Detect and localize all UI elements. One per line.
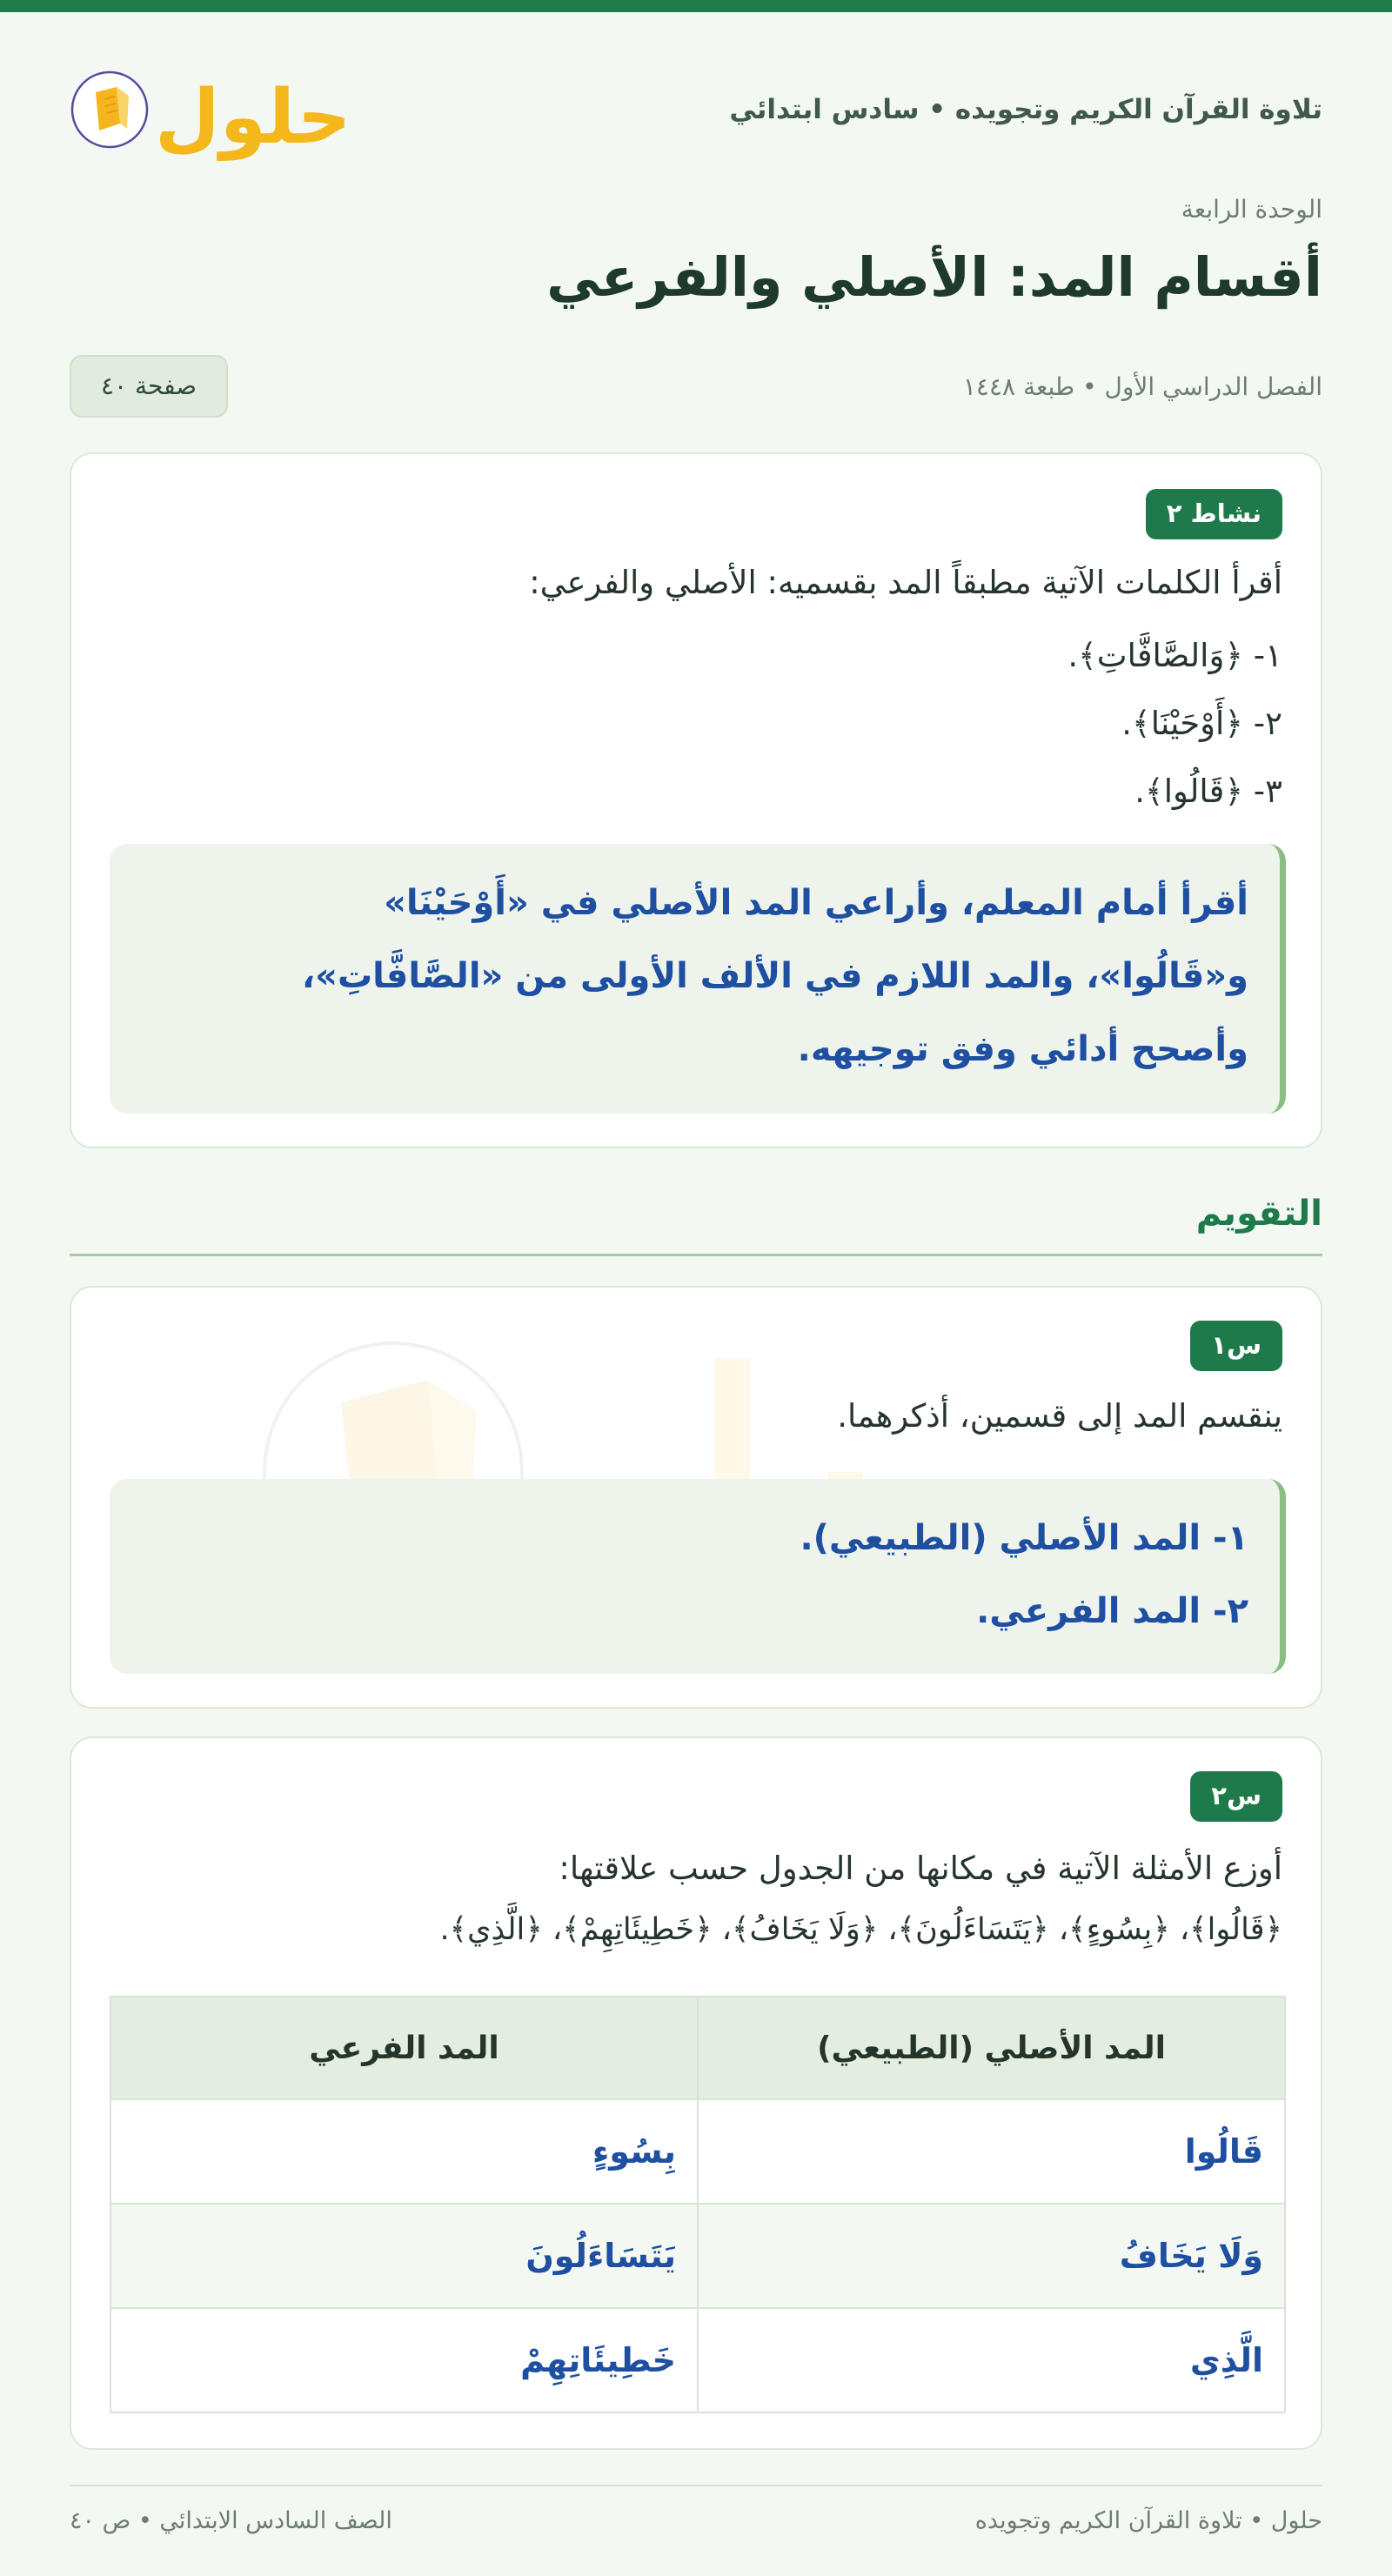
page-header [70, 57, 1322, 162]
table-row [110, 2099, 1285, 2204]
activity-card [70, 452, 1322, 1148]
activity-prompt: أقرأ الكلمات الآتية مطبقاً المد بقسميه: الأصلي والفرعي: [529, 564, 1282, 601]
activity-answer-box [110, 844, 1286, 1114]
page-footer [70, 2507, 1322, 2534]
question-2-card [70, 1736, 1322, 2450]
table-cell: قَالُوا [698, 2099, 1285, 2204]
question-2-text: أوزع الأمثلة الآتية في مكانها من الجدول حسب علاقتها: [559, 1850, 1282, 1887]
footer-divider [70, 2485, 1322, 2486]
page-number-badge: صفحة ٤٠ [70, 355, 228, 418]
column-header-original: المد الأصلي (الطبيعي) [698, 1997, 1285, 2099]
lesson-title: أقسام المد: الأصلي والفرعي [546, 245, 1322, 309]
table-row [110, 2204, 1285, 2308]
answer-line: ٢- المد الفرعي. [976, 1591, 1248, 1631]
svg-text:حلول: حلول [155, 74, 351, 161]
activity-item: ٢- ﴿أَوْحَيْنَا﴾. [1121, 705, 1282, 742]
activity-item: ١- ﴿وَالصَّافَّاتِ﴾. [1067, 637, 1282, 674]
meta-row [70, 355, 1322, 418]
question-2-examples: ﴿قَالُوا﴾، ﴿بِسُوءٍ﴾، ﴿يَتَسَاءَلُونَ﴾، ﴿وَلَا يَخَافُ﴾، ﴿خَطِيئَاتِهِمْ﴾، ﴿الَّذِي﴾. [439, 1912, 1282, 1947]
footer-site-credit: حلول • تلاوة القرآن الكريم وتجويده [974, 2507, 1322, 2534]
table-cell: يَتَسَاءَلُونَ [110, 2204, 698, 2308]
semester-info: الفصل الدراسي الأول • طبعة ١٤٤٨ [962, 371, 1322, 401]
answer-line: وأصحح أدائي وفق توجيهه. [797, 1029, 1248, 1069]
table-header-row [110, 1997, 1285, 2099]
top-accent-bar [0, 0, 1392, 12]
unit-label: الوحدة الرابعة [1181, 195, 1322, 224]
evaluation-heading: التقويم [1195, 1194, 1322, 1234]
column-header-derived: المد الفرعي [110, 1997, 698, 2099]
book-emblem-icon [70, 70, 150, 150]
question-1-answer-box [110, 1479, 1286, 1674]
question-1-text: ينقسم المد إلى قسمين، أذكرهما. [837, 1397, 1282, 1435]
activity-chip: نشاط ٢ [1146, 489, 1282, 539]
answer-line: أقرأ أمام المعلم، وأراعي المد الأصلي في «أَوْحَيْنَا» [384, 883, 1248, 923]
activity-item: ٣- ﴿قَالُوا﴾. [1134, 773, 1282, 810]
table-cell: وَلَا يَخَافُ [698, 2204, 1285, 2308]
table-row [110, 2308, 1285, 2412]
site-logo[interactable] [70, 57, 351, 162]
logo-wordmark [155, 64, 351, 161]
question-1-chip: س١ [1190, 1321, 1282, 1371]
footer-grade-page: الصف السادس الابتدائي • ص ٤٠ [70, 2507, 392, 2534]
answer-line: ١- المد الأصلي (الطبيعي). [800, 1518, 1248, 1558]
question-2-chip: س٢ [1190, 1771, 1282, 1822]
course-title: تلاوة القرآن الكريم وتجويده • سادس ابتدائي [729, 94, 1322, 125]
table-cell: الَّذِي [698, 2308, 1285, 2412]
table-cell: بِسُوءٍ [110, 2099, 698, 2204]
section-divider [70, 1254, 1322, 1256]
table-cell: خَطِيئَاتِهِمْ [110, 2308, 698, 2412]
answer-line: و«قَالُوا»، والمد اللازم في الألف الأولى من «الصَّافَّاتِ»، [301, 956, 1248, 996]
distribution-table [110, 1996, 1286, 2413]
question-1-card [70, 1286, 1322, 1709]
